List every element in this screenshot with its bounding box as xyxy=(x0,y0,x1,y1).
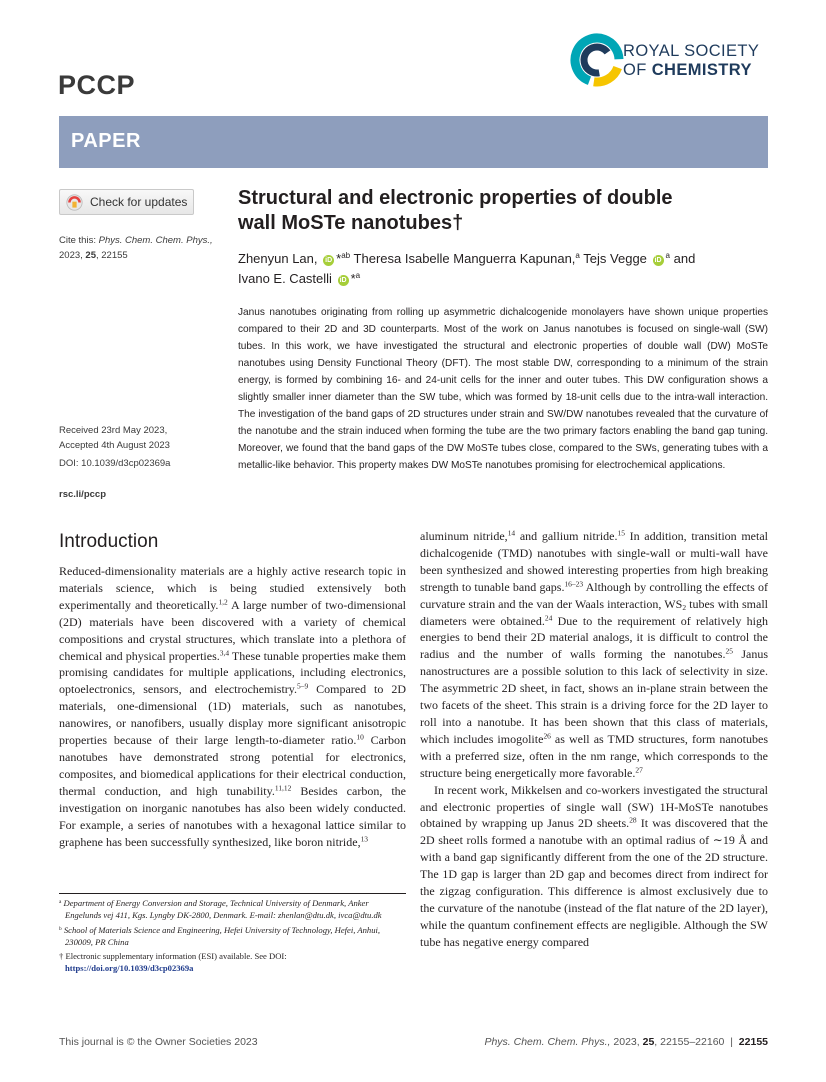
cite-journal: Phys. Chem. Chem. Phys., xyxy=(98,235,213,246)
affiliation-mark: a xyxy=(575,251,580,261)
article-type-banner xyxy=(59,116,768,168)
footer-pages: , 22155–22160 xyxy=(654,1036,725,1048)
footnote-text: Department of Energy Conversion and Storage, Technical University of Denmark, Anker Engelunds vej 411, Kgs. Lyngby DK-2800, Denmark. E-mail: zhenlan@dtu.dk, ivca@dtu.dk xyxy=(63,898,382,921)
citation-ref[interactable]: 5–9 xyxy=(297,681,309,691)
received-dates xyxy=(59,423,229,453)
citation-ref[interactable]: 11,12 xyxy=(274,783,292,793)
text-span: and gallium nitride. xyxy=(515,529,618,543)
author-name[interactable]: Ivano E. Castelli xyxy=(238,270,332,286)
author-list xyxy=(238,249,768,288)
citation-ref[interactable]: 13 xyxy=(360,834,369,844)
footer-copyright: This journal is © the Owner Societies 2023 xyxy=(59,1036,258,1048)
logo-line2-bold: CHEMISTRY xyxy=(651,61,752,79)
affiliation-mark: a xyxy=(665,251,671,261)
text-span: Besides carbon, the investigation on inorganic nanotubes has also been widely conducted. For example, a series of nanotubes with a hexagonal lattice similar to graphene has been successfully synthesized, like boron nitride, xyxy=(59,783,406,849)
citation-ref[interactable]: 15 xyxy=(617,528,625,538)
citation-block xyxy=(59,233,229,263)
citation-ref[interactable]: 26 xyxy=(543,731,551,741)
citation-ref[interactable]: 16–23 xyxy=(564,579,584,589)
received-date: Received 23rd May 2023, xyxy=(59,425,168,436)
orcid-icon[interactable]: iD xyxy=(654,257,662,264)
text-span: as well as TMD structures, form nanotubes with a preferred size, often in the nm range, which corresponds to the structure being energetically more favorable. xyxy=(420,731,769,780)
footer-volume: 25 xyxy=(642,1036,655,1048)
cite-year: 2023, xyxy=(59,250,86,261)
body-column-left xyxy=(59,563,406,850)
text-span: Carbon nanotubes have demonstrated strong potential for electronics, composites, and biomedical applications for their electrical conduction, thermal conduction, and high tunability. xyxy=(59,733,406,798)
cite-volume: 25 xyxy=(85,250,96,261)
accepted-date: Accepted 4th August 2023 xyxy=(59,440,170,451)
footnotes xyxy=(59,897,406,977)
citation-ref[interactable]: 27 xyxy=(635,765,643,775)
footnote-text: School of Materials Science and Engineering, Hefei University of Technology, Hefei, Anhui, 230009, PR China xyxy=(63,924,381,947)
citation-ref[interactable]: 24 xyxy=(544,613,553,623)
footnote-mark: a xyxy=(59,898,62,905)
text-span: In addition, transition metal dichalcogenide (TMD) nanotubes with single-wall or multi-wall have been synthesized and showed interesting properties from high breaking strength to tunable band gaps. xyxy=(420,529,768,594)
footnote-esi xyxy=(59,950,406,975)
text-span: Although by controlling the effects of curvature strain and the van der Waals interaction, WS xyxy=(420,579,769,611)
logo-line2 xyxy=(623,61,759,80)
citation-ref[interactable]: 10 xyxy=(356,732,364,742)
cite-page: , 22155 xyxy=(96,250,128,261)
text-span: A large number of two-dimensional (2D) materials have been discovered with a variety of chemical compositions and crystal structures, which translate into a plethora of chemical and physical properties. xyxy=(59,597,406,663)
body-column-right xyxy=(420,528,768,951)
footnote-text: † Electronic supplementary information (ESI) available. See DOI: xyxy=(59,951,287,962)
article-title xyxy=(238,186,758,236)
paragraph xyxy=(420,782,768,951)
logo-line1: ROYAL SOCIETY xyxy=(623,42,760,60)
check-for-updates-label: Check for updates xyxy=(90,195,188,209)
page-number: 22155 xyxy=(738,1036,768,1048)
citation-ref[interactable]: 1,2 xyxy=(218,597,228,607)
check-for-updates-button[interactable] xyxy=(59,189,194,215)
text-span: Janus nanostructures are a possible solution to this lack of selectivity in size. The asymmetric 2D sheet, in fact, shows an in-plane strain between the two facets of the sheet. This strain is a driving force for the 2D layer to roll into a nanotube. It has been shown that this class of materials, which includes imogolite xyxy=(420,647,768,746)
author-name[interactable]: Theresa Isabelle Manguerra Kapunan, xyxy=(353,251,576,266)
text-span: aluminum nitride, xyxy=(420,529,508,543)
footnote-mark: b xyxy=(59,925,62,932)
logo-line2-prefix: OF xyxy=(623,61,652,79)
rsc-logo-text xyxy=(623,42,759,80)
subscript: 2 xyxy=(682,602,687,612)
article-type-label: PAPER xyxy=(71,130,141,152)
footer-separator: | xyxy=(730,1036,733,1048)
footer-citation xyxy=(470,1036,768,1048)
title-line1: Structural and electronic properties of double xyxy=(238,187,673,209)
text-span: These tunable properties make them promising candidates for multiple applications, including electronics, optoelectronics, sensors, and electrochemistry. xyxy=(59,648,406,697)
text-span: In recent work, Mikkelsen and co-workers investigated the structural and electronic properties of single wall (SW) 1H-MoSTe nanotubes obtained by wrapping up Janus 2D sheets. xyxy=(420,782,768,831)
corresponding-star: * xyxy=(336,251,342,266)
citation-ref[interactable]: 28 xyxy=(629,815,637,825)
cite-prefix: Cite this: xyxy=(59,235,99,246)
affiliation-mark: a xyxy=(355,270,361,280)
footnote-divider xyxy=(59,893,406,894)
affiliation-mark: ab xyxy=(341,251,351,261)
paragraph xyxy=(59,563,406,850)
author-name[interactable]: Tejs Vegge xyxy=(583,251,647,266)
text-span: Reduced-dimensionality materials are a highly active research topic in materials science, which is being studied extensively both experimentally and theoretically. xyxy=(59,564,406,612)
footnote-affiliation-a xyxy=(59,897,406,922)
paragraph xyxy=(420,528,768,782)
footer-year: 2023, xyxy=(610,1036,643,1048)
doi: DOI: 10.1039/d3cp02369a xyxy=(59,458,171,469)
orcid-icon[interactable]: iD xyxy=(339,276,347,284)
title-line2: wall MoSTe nanotubes† xyxy=(238,212,464,234)
corresponding-star: * xyxy=(350,270,356,286)
journal-name: PCCP xyxy=(58,70,136,100)
journal-link[interactable]: rsc.li/pccp xyxy=(59,489,106,500)
text-span: Due to the requirement of relatively high energies to bend their 2D material analogs, it is difficult to control the radius and the number of walls forming the nanotubes. xyxy=(420,613,768,662)
author-conjunction: and xyxy=(673,251,696,266)
esi-link[interactable]: https://doi.org/10.1039/d3cp02369a xyxy=(65,963,194,974)
citation-ref[interactable]: 3,4 xyxy=(219,648,230,658)
footer-journal: Phys. Chem. Chem. Phys., xyxy=(484,1036,611,1048)
text-span: Compared to 2D materials, one-dimensional (1D) materials, such as nanotubes, nanowires, or nanofibers, usually display more significant anisotropic properties because of their large length-to-diameter ratio. xyxy=(59,682,406,748)
section-heading-introduction: Introduction xyxy=(59,531,159,552)
text-span: tubes with small diameters were obtained. xyxy=(420,596,768,628)
check-updates-icon xyxy=(66,194,83,211)
author-name[interactable]: Zhenyun Lan, xyxy=(238,251,318,266)
citation-ref[interactable]: 14 xyxy=(507,528,516,538)
orcid-icon[interactable]: iD xyxy=(325,257,333,264)
abstract: Janus nanotubes originating from rolling up asymmetric dichalcogenide monolayers have shown unique properties compared to their 2D and 3D counterparts. Most of the work on Janus nanotubes is focused on single-wall (SW) tubes. In this work, we have investigated the structural and electronic properties of double wall (DW) MoSTe nanotubes using Density Functional Theory (DFT). The most stable DW, corresponding to a minimum of the strain energy, is formed by combining 16- and 24-unit cells for the inner and outer tubes. This DW configuration shows a slightly smaller inner diameter than the SW tube, which was formed by 18-unit cells due to the intra-wall interaction. The investigation of the band gaps of 2D structures under strain and SW/DW nanotubes revealed that the curvature of the nanotube and the strain induced when forming the tube are the two primary factors enabling the band gap tuning. Moreover, we found that the band gaps of the DW MoSTe tubes close, compared to the SWs, generating tubes with a metallic-like behavior. This property makes DW MoSTe nanotubes promising for electrochemical applications. xyxy=(238,307,768,471)
citation-ref[interactable]: 25 xyxy=(725,646,733,656)
footnote-affiliation-b xyxy=(59,924,406,949)
text-span: It was discovered that the 2D sheet rolls formed a nanotube with an optimal radius of ∼19 Å and with a band gap significantly different from the one of the 2D structure. The 1D gap is larger than 2D gap and becomes direct from indirect for the zigzag configuration. This difference is almost exclusively due to the curvature of the nanotube (instead of the flat nature of the 2D layer), while the quantum confinement effects are negligible. Although the SW tube has negative energy compared xyxy=(420,816,768,949)
